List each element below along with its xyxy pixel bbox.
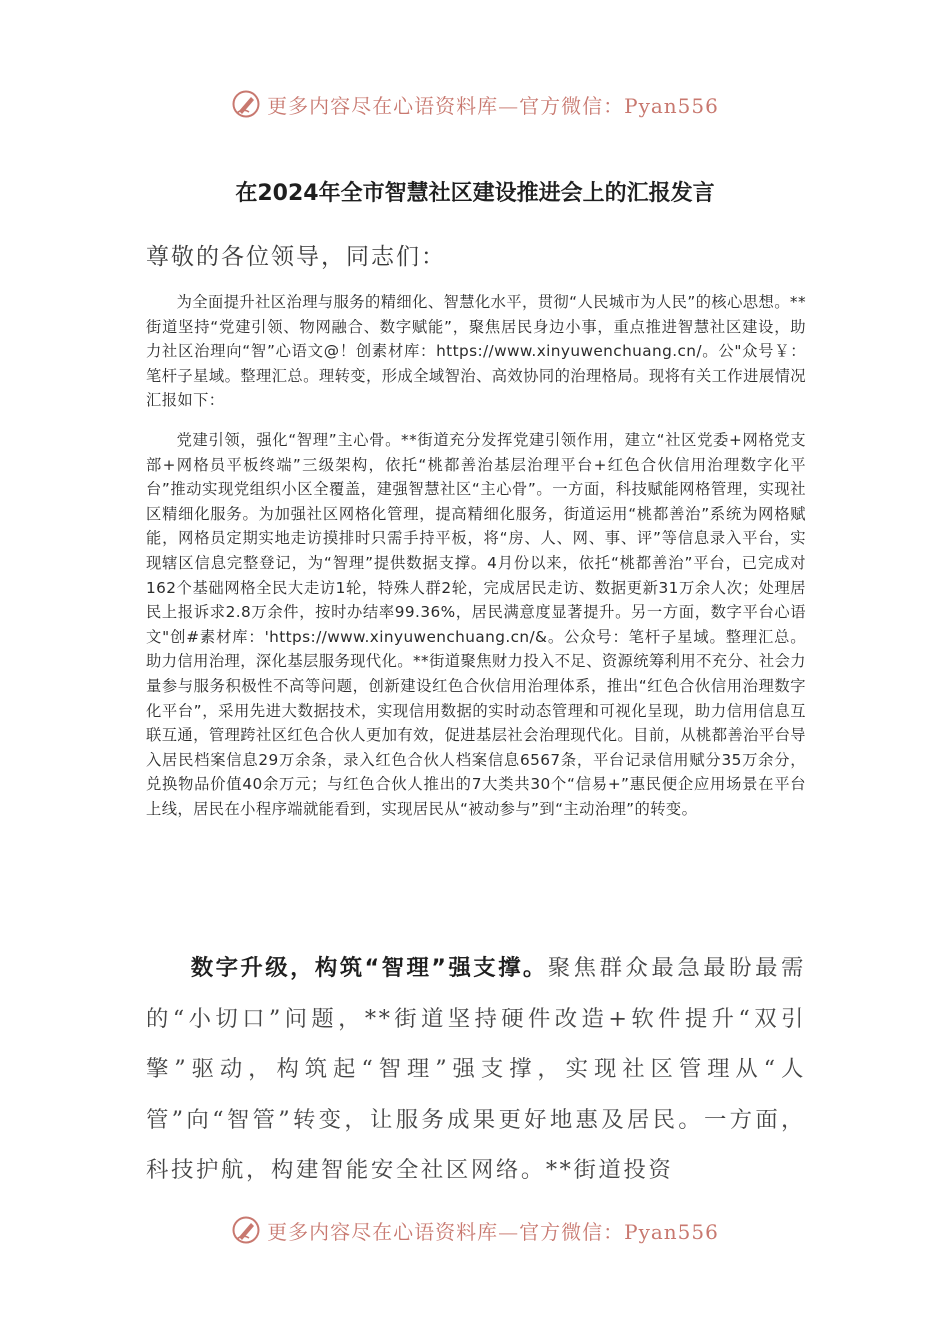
pen-circle-logo-icon (231, 89, 261, 119)
section-body: 聚焦群众最急最盼最需的“小切口”问题，**街道坚持硬件改造+软件提升“双引擎”驱动，构筑起“智理”强支撑，实现社区管理从“人管”向“智管”转变，让服务成果更好地惠及居民。一方面，科技护航，构建智能安全社区网络。**街道投资 (146, 955, 806, 1183)
paragraph-party-building: 党建引领，强化“智理”主心骨。**街道充分发挥党建引领作用，建立“社区党委+网格党支部+网格员平板终端”三级架构，依托“桃都善治基层治理平台+红色合伙信用治理数字化平台”推动实现党组织小区全覆盖，建强智慧社区“主心骨”。一方面，科技赋能网格管理，实现社区精细化服务。为加强社区网格化管理，提高精细化服务，街道运用“桃都善治”系统为网格赋能，网格员定期实地走访摸排时只需手持平板，将“房、人、网、事、评”等信息录入平台，实现辖区信息完整登记，为“智理”提供数据支撑。4月份以来，依托“桃都善治”平台，已完成对162个基础网格全民大走访1轮，特殊人群2轮，完成居民走访、数据更新31万余人次；处理居民上报诉求2.8万余件，按时办结率99.36%，居民满意度显著提升。另一方面，数字平台心语文"创#素材库：'https://www.xinyuwenchuang.cn/&。公众号：笔杆子星域。整理汇总。助力信用治理，深化基层服务现代化。**街道聚焦财力投入不足、资源统筹利用不充分、社会力量参与服务积极性不高等问题，创新建设红色合伙信用治理体系，推出“红色合伙信用治理数字化平台”，采用先进大数据技术，实现信用数据的实时动态管理和可视化呈现，助力信用信息互联互通，管理跨社区红色合伙人更加有效，促进基层社会治理现代化。目前，从桃都善治平台导入居民档案信息29万余条，录入红色合伙人档案信息6567条，平台记录信用赋分35万余分，兑换物品价值40余万元；与红色合伙人推出的7大类共30个“信易+”惠民便企应用场景在平台上线，居民在小程序端就能看到，实现居民从“被动参与”到“主动治理”的转变。 (146, 431, 806, 818)
banner-text: 更多内容尽在心语资料库—官方微信：Pyan556 (267, 93, 719, 118)
footer-banner (0, 1210, 950, 1250)
pen-circle-logo-icon (231, 1215, 261, 1245)
section-heading: 数字升级，构筑“智理”强支撑。 (190, 955, 548, 981)
banner-text: 更多内容尽在心语资料库—官方微信：Pyan556 (267, 1219, 719, 1244)
document-title: 在2024年全市智慧社区建设推进会上的汇报发言 (235, 181, 715, 206)
header-banner (0, 84, 950, 124)
salutation: 尊敬的各位领导，同志们： (146, 244, 446, 270)
paragraph-intro: 为全面提升社区治理与服务的精细化、智慧化水平，贯彻“人民城市为人民”的核心思想。**街道坚持“党建引领、物网融合、数字赋能”，聚焦居民身边小事，重点推进智慧社区建设，助力社区治理向“智”心语文@！创素材库：https://www.xinyuwenchuang.cn/。公"众号￥：笔杆子星域。整理汇总。理转变，形成全域智治、高效协同的治理格局。现将有关工作进展情况汇报如下： (146, 293, 806, 410)
paragraph-digital-upgrade (146, 943, 806, 1196)
